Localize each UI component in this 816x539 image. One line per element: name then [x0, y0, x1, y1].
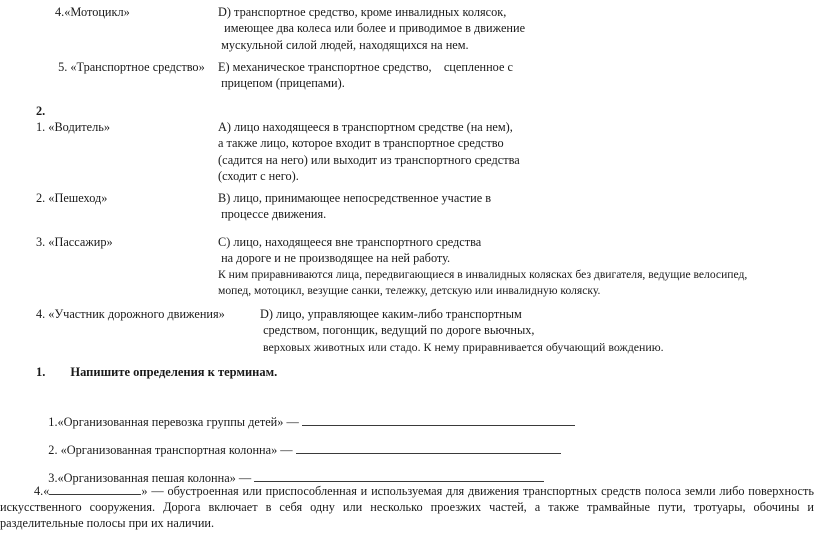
definition-line: D) транспортное средство, кроме инвалидных колясок,: [218, 5, 507, 19]
definition-line: (сходит с него).: [218, 169, 299, 184]
final-paragraph: [0, 482, 816, 532]
term-label: 4.«Мотоцикл»: [55, 5, 130, 19]
definition-text: [218, 190, 808, 223]
term-label: 1. «Водитель»: [36, 120, 111, 134]
term-row: [0, 4, 816, 53]
blank-label: 1.«Организованная перевозка группы детей» —: [48, 415, 302, 430]
definition-line: мускульной силой людей, находящихся на нем.: [218, 37, 469, 52]
definition-line: прицепом (прицепами).: [218, 76, 345, 91]
answer-blank-inline[interactable]: [49, 482, 141, 495]
definition-line: (садится на него) или выходит из транспортного средства: [218, 152, 520, 167]
definition-line: процессе движения.: [218, 207, 327, 222]
definition-line: B) лицо, принимающее непосредственное участие в: [218, 191, 492, 205]
term-row: [0, 190, 816, 223]
term-row: [0, 306, 816, 355]
term-row: [0, 234, 816, 300]
paragraph-number: 4.«: [34, 484, 50, 498]
definition-line: имеющее два колеса или более и приводимое в движение: [218, 21, 526, 36]
definition-line: D) лицо, управляющее каким-либо транспортным: [260, 307, 522, 321]
blank-label: 2. «Организованная транспортная колонна» —: [48, 443, 296, 458]
section-number: 2.: [36, 104, 46, 118]
definition-line: средством, погонщик, ведущий по дороге вьючных,: [260, 323, 535, 338]
term-label: 4. «Участник дорожного движения»: [36, 307, 225, 321]
definition-text: [218, 59, 808, 92]
definition-line: C) лицо, находящееся вне транспортного средства: [218, 235, 482, 249]
definition-line: A) лицо находящееся в транспортном средстве (на нем),: [218, 120, 513, 134]
definition-text: [260, 306, 816, 355]
definition-line: а также лицо, которое входит в транспортное средство: [218, 136, 504, 151]
definition-line: E) механическое транспортное средство, сцепленное с: [218, 60, 513, 74]
term-row: [0, 59, 816, 92]
term-label: 5. «Транспортное средство»: [55, 60, 205, 74]
term-label: 2. «Пешеход»: [36, 191, 108, 205]
definition-text: [218, 234, 808, 300]
answer-blank-line[interactable]: [254, 468, 544, 482]
definition-line: К ним приравниваются лица, передвигающиеся в инвалидных колясках без двигателя, ведущие велосипед,: [218, 267, 748, 281]
paragraph-body: » — обустроенная или приспособленная и используемая для движения транспортных средств полоса земли либо поверхность искусственного сооружения. Дорога включает в себя одну или несколько проезжих частей, а также трамвайные пути, тротуары, обочины и разделительные полосы при их наличии.: [0, 484, 814, 531]
blank-label: 3.«Организованная пешая колонна» —: [48, 471, 255, 486]
term-row: [0, 119, 816, 185]
definition-text: [218, 4, 808, 53]
definition-text: [218, 119, 808, 185]
task-heading: 1. Напишите определения к терминам.: [36, 365, 278, 379]
final-paragraph-text: [0, 482, 816, 532]
definition-line: верховых животных или стадо. К нему приравнивается обучающий вождению.: [260, 339, 664, 354]
definition-line: мопед, мотоцикл, везущие санки, тележку, детскую или инвалидную коляску.: [218, 284, 601, 298]
term-label: 3. «Пассажир»: [36, 235, 113, 249]
definition-line: на дороге и не производящее на ней работу.: [218, 251, 451, 266]
